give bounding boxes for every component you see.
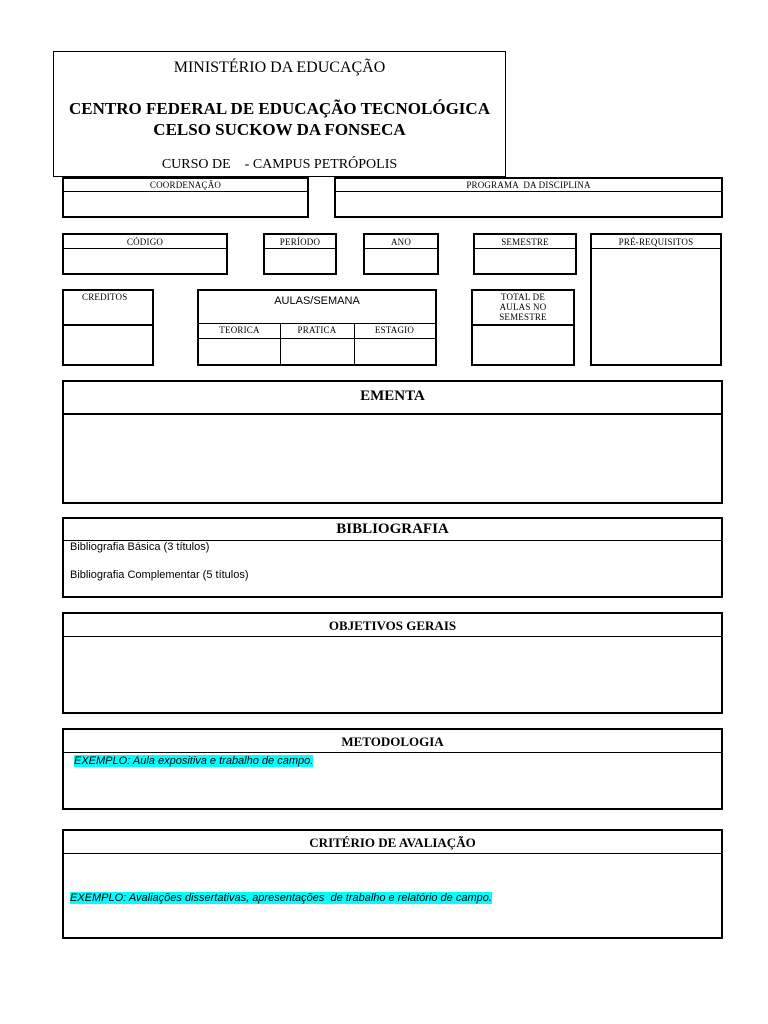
estagio-label: ESTAGIO <box>374 325 415 335</box>
ementa-section[interactable] <box>62 380 723 504</box>
metodologia-section[interactable] <box>62 728 723 810</box>
ministry-title: MINISTÉRIO DA EDUCAÇÃO <box>173 59 386 76</box>
codigo-field[interactable] <box>62 233 228 275</box>
creditos-field[interactable] <box>62 289 154 366</box>
objetivos-gerais-section[interactable] <box>62 612 723 714</box>
criterio-avaliacao-example-text: EXEMPLO: Avaliações dissertativas, apresentações de trabalho e relatório de campo. <box>70 892 492 904</box>
pre-requisitos-label: PRÉ-REQUISITOS <box>618 237 694 247</box>
criterio-avaliacao-section[interactable] <box>62 829 723 939</box>
aulas-semana-label: AULAS/SEMANA <box>274 295 360 307</box>
programa-disciplina-field[interactable] <box>334 177 723 218</box>
bibliografia-complementar: Bibliografia Complementar (5 títulos) <box>70 569 249 581</box>
course-campus: CURSO DE - CAMPUS PETRÓPOLIS <box>161 157 398 172</box>
bibliografia-title: BIBLIOGRAFIA <box>336 521 449 537</box>
ano-label: ANO <box>390 237 412 247</box>
objetivos-gerais-title: OBJETIVOS GERAIS <box>328 618 457 633</box>
semestre-field[interactable] <box>473 233 577 275</box>
center-name-line1: CENTRO FEDERAL DE EDUCAÇÃO TECNOLÓGICA <box>69 99 490 118</box>
programa-disciplina-label: PROGRAMA DA DISCIPLINA <box>466 180 591 190</box>
bibliografia-basica: Bibliografia Básica (3 títulos) <box>70 541 210 553</box>
pratica-label: PRATICA <box>297 325 337 335</box>
metodologia-example-text: EXEMPLO: Aula expositiva e trabalho de campo. <box>74 755 314 767</box>
pre-requisitos-field[interactable] <box>590 233 722 366</box>
center-name-line2: CELSO SUCKOW DA FONSECA <box>153 120 406 139</box>
institution-header <box>53 51 506 177</box>
aulas-semana-field[interactable] <box>197 289 437 366</box>
total-aulas-label: TOTAL DE AULAS NO SEMESTRE <box>499 292 547 322</box>
bibliografia-section[interactable] <box>62 517 723 598</box>
total-aulas-field[interactable] <box>471 289 575 366</box>
metodologia-title: METODOLOGIA <box>341 734 444 749</box>
periodo-label: PERÍODO <box>279 237 321 247</box>
codigo-label: CÓDIGO <box>126 237 164 247</box>
semestre-label: SEMESTRE <box>501 237 549 247</box>
ano-field[interactable] <box>363 233 439 275</box>
teorica-label: TEORICA <box>219 325 260 335</box>
criterio-avaliacao-title: CRITÉRIO DE AVALIAÇÃO <box>309 835 476 850</box>
coordenacao-label: COORDENAÇÃO <box>149 180 222 190</box>
coordenacao-field[interactable] <box>62 177 309 218</box>
criterio-avaliacao-example <box>70 892 492 904</box>
metodologia-example <box>74 755 313 767</box>
creditos-label: CREDITOS <box>82 292 128 302</box>
periodo-field[interactable] <box>263 233 337 275</box>
ementa-title: EMENTA <box>360 388 425 404</box>
